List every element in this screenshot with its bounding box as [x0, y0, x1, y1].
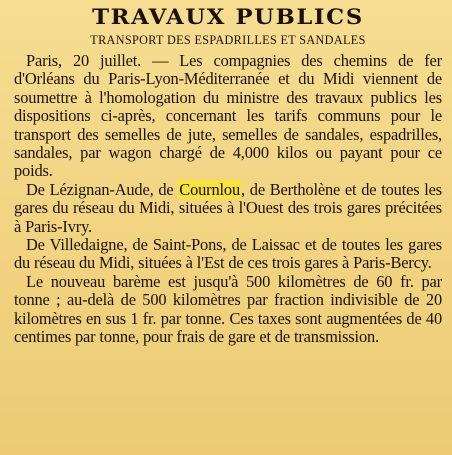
highlighted-word: Cournlou [179, 179, 241, 199]
article-paragraph-3: De Villedaigne, de Saint-Pons, de Laissac et de toutes les gares du réseau du Midi, situées à l'Est de ces trois gares à Paris-Bercy. [14, 235, 442, 273]
paragraph-2-text-start: De Lézignan-Aude, de [26, 179, 179, 199]
article-paragraph-1: Paris, 20 juillet. — Les compagnies des chemins de fer d'Orléans du Paris-Lyon-Méditerranée et du Midi viennent de soumettre à l'homologation du ministre des travaux publics les dispositions ci-après, concernant les tarifs communs pour le transport des semelles de jute, semelles de sandales, espadrilles, sandales, par wagon chargé de 4,000 kilos ou payant pour ce poids. [14, 51, 442, 181]
article-headline: TRAVAUX PUBLICS [92, 4, 364, 29]
article-paragraph-4: Le nouveau barème est jusqu'à 500 kilomètres de 60 fr. par tonne ; au-delà de 500 kilomètres par fraction indivisible de 20 kilomètres en sus 1 fr. par tonne. Ces taxes sont augmentées de 40 centimes par tonne, pour frais de gare et de transmission. [14, 271, 442, 347]
article-subheadline: TRANSPORT DES ESPADRILLES ET SANDALES [90, 33, 366, 47]
paragraph-2-text-end: , de Bertholène et de toutes les gares du réseau du Midi, situées à l'Ouest des trois gares précitées à Paris-Ivry. [14, 179, 443, 236]
article-paragraph-2 [14, 181, 442, 236]
